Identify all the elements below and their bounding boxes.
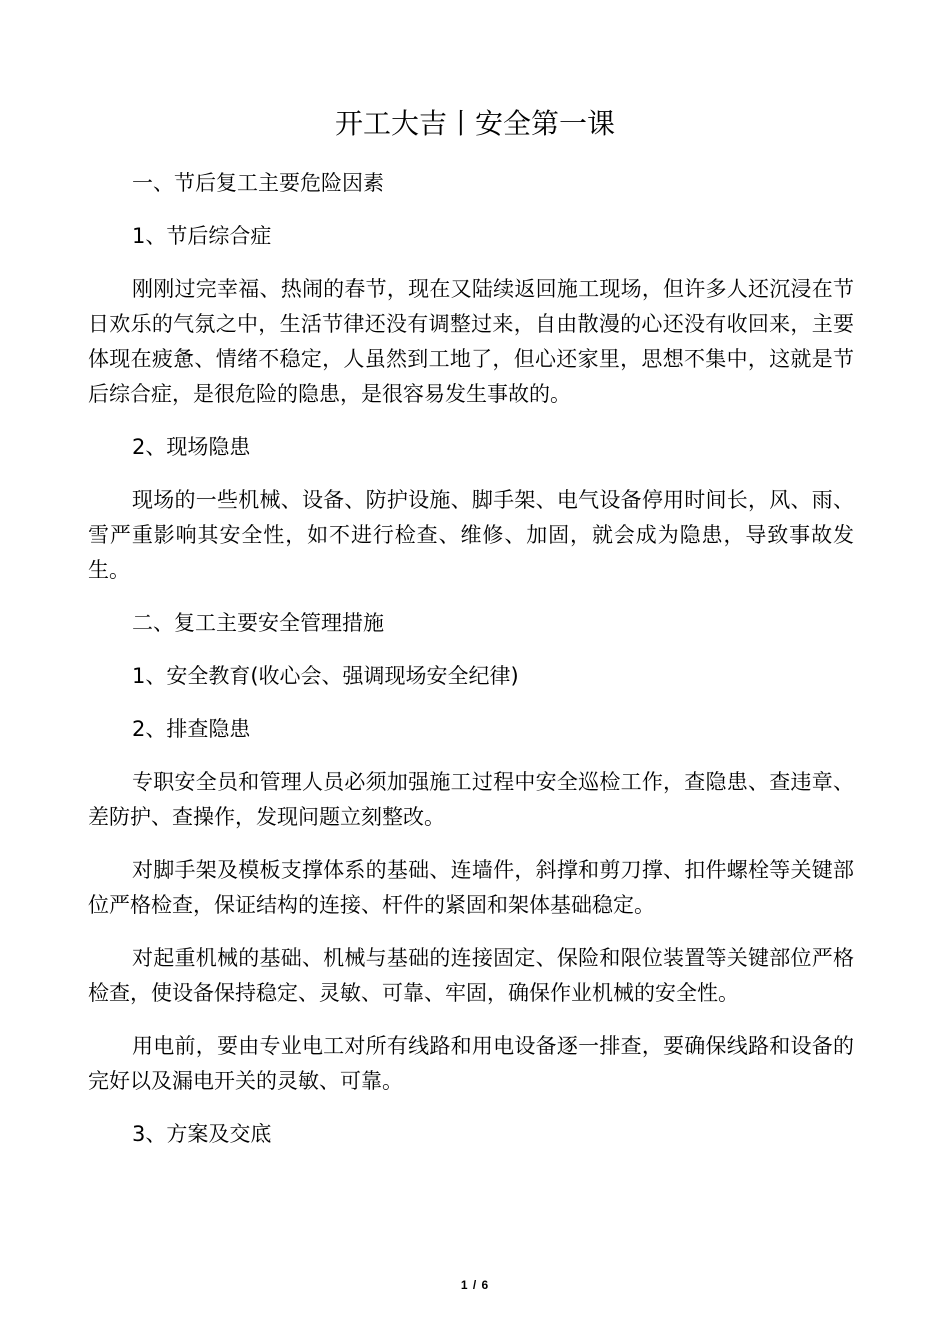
subsection-heading-1-2: 2、现场隐患 (132, 435, 251, 459)
paragraph: 对起重机械的基础、机械与基础的连接固定、保险和限位装置等关键部位严格检查，使设备保持稳定、灵敏、可靠、牢固，确保作业机械的安全性。 (88, 946, 854, 1005)
section-heading-1: 一、节后复工主要危险因素 (132, 171, 384, 195)
document-title: 开工大吉丨安全第一课 (334, 107, 615, 140)
subsection-heading-2-1: 1、安全教育(收心会、强调现场安全纪律) (132, 664, 519, 688)
subsection-heading-1-1: 1、节后综合症 (132, 224, 272, 248)
paragraph: 专职安全员和管理人员必须加强施工过程中安全巡检工作，查隐患、查违章、差防护、查操作，发现问题立刻整改。 (88, 770, 854, 829)
page-number: 1 / 6 (460, 1278, 490, 1292)
document-body (88, 166, 854, 1152)
paragraph: 用电前，要由专业电工对所有线路和用电设备逐一排查，要确保线路和设备的完好以及漏电开关的灵敏、可靠。 (88, 1034, 854, 1093)
paragraph: 刚刚过完幸福、热闹的春节，现在又陆续返回施工现场，但许多人还沉浸在节日欢乐的气氛之中，生活节律还没有调整过来，自由散漫的心还没有收回来，主要体现在疲惫、情绪不稳定，人虽然到工地了，但心还家里，思想不集中，这就是节后综合症，是很危险的隐患，是很容易发生事故的。 (88, 277, 854, 406)
section-heading-2: 二、复工主要安全管理措施 (132, 611, 384, 635)
paragraph: 对脚手架及模板支撑体系的基础、连墙件，斜撑和剪刀撑、扣件螺栓等关键部位严格检查，保证结构的连接、杆件的紧固和架体基础稳定。 (88, 858, 854, 917)
paragraph: 现场的一些机械、设备、防护设施、脚手架、电气设备停用时间长，风、雨、雪严重影响其安全性，如不进行检查、维修、加固，就会成为隐患，导致事故发生。 (88, 488, 854, 582)
subsection-heading-2-2: 2、排查隐患 (132, 717, 251, 741)
subsection-heading-2-3: 3、方案及交底 (132, 1122, 272, 1146)
